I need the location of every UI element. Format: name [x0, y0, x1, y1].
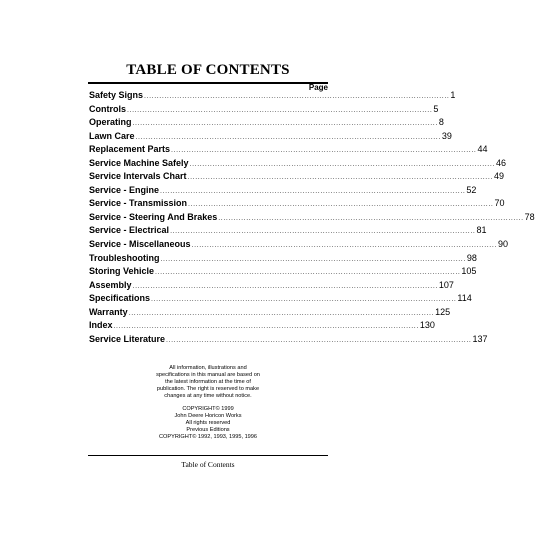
- notice-line: specifications in this manual are based on: [156, 372, 260, 378]
- toc-entry-label: Storing Vehicle: [89, 266, 155, 277]
- toc-entry-page: 137: [472, 333, 488, 344]
- toc-entry-page: 90: [497, 239, 508, 250]
- toc-entry-page: 107: [438, 279, 454, 290]
- toc-entry[interactable]: [89, 224, 487, 238]
- notice-line: All information, illustrations and: [169, 365, 247, 371]
- toc-leader-dots: ........................................................................................................................: [191, 242, 497, 250]
- footer-rule: [88, 455, 328, 456]
- toc-leader-dots: ........................................................................................................................: [135, 133, 441, 141]
- copyright-line: COPYRIGHT© 1999: [182, 406, 234, 412]
- notice-line: publication. The right is reserved to make: [156, 386, 260, 392]
- copyright-block: [0, 365, 416, 441]
- toc-leader-dots: ........................................................................................................................: [127, 106, 433, 114]
- toc-leader-dots: ........................................................................................................................: [171, 147, 477, 155]
- toc-entry-page: 44: [477, 144, 488, 155]
- toc-entry-label: Troubleshooting: [89, 252, 160, 263]
- toc-entry[interactable]: [89, 265, 477, 279]
- toc-entry-label: Specifications: [89, 293, 151, 304]
- toc-entry-page: 39: [441, 130, 452, 141]
- copyright-line: COPYRIGHT© 1992, 1993, 1995, 1996: [158, 434, 258, 440]
- toc-entry[interactable]: [89, 306, 451, 320]
- toc-leader-dots: ........................................................................................................................: [188, 201, 494, 209]
- toc-entry-label: Service Literature: [89, 333, 166, 344]
- notice-line: the latest information at the time of: [165, 379, 251, 385]
- toc-entry-page: 8: [438, 117, 444, 128]
- toc-entry-page: 46: [495, 157, 506, 168]
- notice-line: changes at any time without notice.: [164, 393, 252, 399]
- toc-entry[interactable]: [89, 89, 456, 103]
- toc-entry-page: 5: [433, 103, 439, 114]
- toc-entry[interactable]: [89, 197, 505, 211]
- toc-leader-dots: ........................................................................................................................: [132, 282, 438, 290]
- toc-entry-page: 78: [524, 211, 535, 222]
- toc-entry-page: 52: [466, 184, 477, 195]
- toc-entry-label: Service - Electrical: [89, 225, 170, 236]
- toc-entry-label: Service - Steering And Brakes: [89, 211, 218, 222]
- toc-entry-page: 1: [450, 90, 456, 100]
- toc-entry-label: Service - Transmission: [89, 198, 188, 209]
- toc-entry[interactable]: [89, 184, 477, 198]
- toc-entry-page: 98: [466, 252, 477, 263]
- copyright-line: Previous Editions: [186, 427, 230, 433]
- toc-leader-dots: ........................................................................................................................: [218, 214, 524, 222]
- toc-leader-dots: ........................................................................................................................: [166, 336, 472, 344]
- toc-entry[interactable]: [89, 103, 439, 117]
- toc-entry-label: Service Intervals Chart: [89, 171, 187, 182]
- table-of-contents: [89, 89, 535, 346]
- toc-entry[interactable]: [89, 211, 535, 225]
- toc-entry-label: Replacement Parts: [89, 144, 171, 155]
- toc-entry-label: Lawn Care: [89, 130, 135, 141]
- toc-entry[interactable]: [89, 333, 488, 347]
- toc-leader-dots: ........................................................................................................................: [128, 309, 435, 317]
- toc-leader-dots: ........................................................................................................................: [132, 120, 438, 128]
- toc-entry-page: 70: [494, 198, 505, 209]
- toc-leader-dots: ........................................................................................................................: [155, 269, 461, 277]
- toc-leader-dots: ........................................................................................................................: [187, 174, 493, 182]
- toc-leader-dots: ........................................................................................................................: [151, 296, 457, 304]
- toc-entry[interactable]: [89, 116, 444, 130]
- toc-entry-label: Warranty: [89, 306, 128, 317]
- toc-entry-page: 81: [476, 225, 487, 236]
- toc-entry-page: 105: [461, 266, 477, 277]
- toc-entry[interactable]: [89, 130, 452, 144]
- toc-entry-label: Service - Engine: [89, 184, 160, 195]
- toc-entry[interactable]: [89, 252, 477, 266]
- page-column-header: Page: [308, 83, 328, 92]
- toc-leader-dots: ........................................................................................................................: [170, 228, 476, 236]
- toc-entry-label: Service Machine Safely: [89, 157, 189, 168]
- toc-entry-label: Controls: [89, 103, 126, 114]
- toc-entry-label: Operating: [89, 117, 132, 128]
- toc-entry[interactable]: [89, 279, 454, 293]
- toc-entry[interactable]: [89, 319, 435, 333]
- toc-entry[interactable]: [89, 292, 472, 306]
- copyright-line: John Deere Horicon Works: [174, 413, 242, 419]
- toc-entry-label: Safety Signs: [89, 90, 144, 100]
- toc-entry-page: 114: [457, 293, 472, 304]
- toc-leader-dots: ........................................................................................................................: [189, 160, 495, 168]
- page-footer: Table of Contents: [181, 460, 235, 469]
- title-rule: [88, 82, 328, 84]
- toc-entry-label: Assembly: [89, 279, 132, 290]
- toc-entry[interactable]: [89, 170, 504, 184]
- copyright-line: All rights reserved: [185, 420, 231, 426]
- toc-entry[interactable]: [89, 157, 506, 171]
- toc-leader-dots: ........................................................................................................................: [144, 93, 450, 100]
- toc-entry-label: Service - Miscellaneous: [89, 239, 191, 250]
- toc-entry-page: 130: [419, 320, 435, 331]
- toc-entry-page: 125: [435, 306, 451, 317]
- toc-leader-dots: ........................................................................................................................: [113, 323, 419, 331]
- toc-leader-dots: ........................................................................................................................: [160, 255, 466, 263]
- toc-leader-dots: ........................................................................................................................: [160, 187, 466, 195]
- toc-entry-label: Index: [89, 320, 113, 331]
- toc-entry-page: 49: [493, 171, 504, 182]
- toc-entry[interactable]: [89, 238, 508, 252]
- toc-entry[interactable]: [89, 143, 488, 157]
- page-title: TABLE OF CONTENTS: [126, 62, 290, 78]
